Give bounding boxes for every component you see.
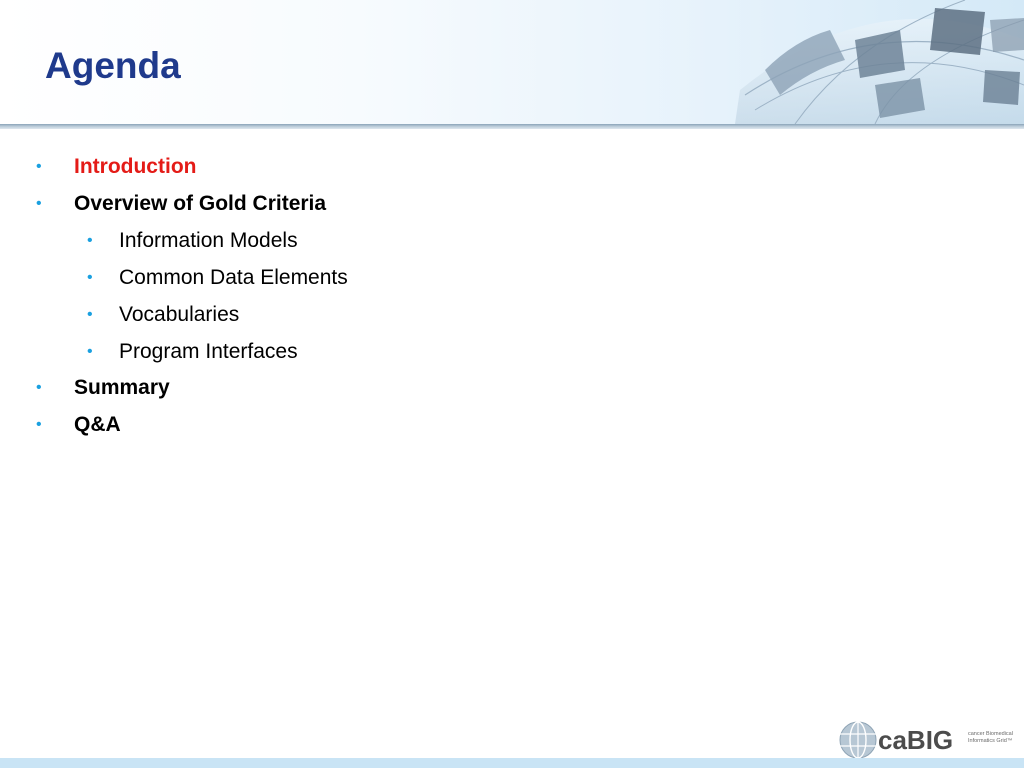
logo-tagline: cancer Biomedical Informatics Grid™ [968, 731, 1013, 744]
bullet-icon: • [36, 158, 42, 175]
agenda-item-label: Summary [74, 376, 170, 399]
agenda-item-label: Common Data Elements [119, 266, 348, 289]
logo-wordmark: caBIG [878, 725, 954, 755]
globe-logo-icon [838, 720, 878, 760]
agenda-item-label: Introduction [74, 155, 197, 178]
bullet-icon: • [36, 379, 42, 396]
footer-bar [0, 758, 1024, 768]
agenda-item-label: Q&A [74, 413, 121, 436]
agenda-item-label: Overview of Gold Criteria [74, 192, 327, 215]
bullet-icon: • [87, 306, 93, 323]
header-divider [0, 124, 1024, 129]
agenda-item-label: Information Models [119, 229, 298, 252]
bullet-icon: • [87, 232, 93, 249]
agenda-item-label: Program Interfaces [119, 340, 298, 363]
bullet-icon: • [36, 416, 42, 433]
agenda-item-label: Vocabularies [119, 303, 240, 326]
slide-title: Agenda [45, 45, 181, 86]
bullet-icon: • [87, 343, 93, 360]
cabig-logo [838, 720, 1018, 760]
bullet-icon: • [87, 269, 93, 286]
globe-graphic [735, 0, 1024, 124]
bullet-icon: • [36, 195, 42, 212]
